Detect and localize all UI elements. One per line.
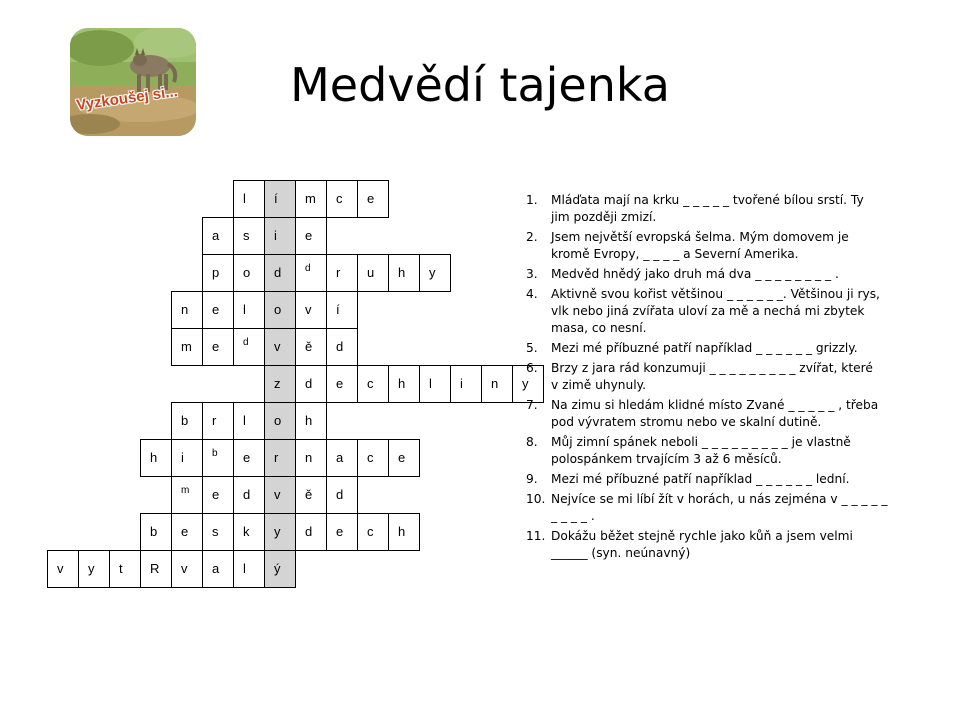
- crossword-cell: u: [367, 265, 375, 280]
- crossword-cell: c: [336, 191, 343, 206]
- grid-line: [171, 513, 172, 550]
- crossword-cell: v: [305, 302, 312, 317]
- grid-line: [419, 439, 420, 476]
- grid-line: [171, 402, 172, 439]
- clue-item: [526, 229, 926, 263]
- grid-line: [264, 402, 265, 439]
- crossword-cell: e: [212, 339, 220, 354]
- crossword-cell: i: [460, 376, 463, 391]
- grid-line: [78, 550, 79, 587]
- clue-text-line: pod vývratem stromu nebo ve skalní dutině.: [551, 415, 822, 429]
- logo-caption: Vyzkoušej si...: [75, 82, 179, 115]
- grid-line: [202, 550, 203, 587]
- crossword-cell: b: [181, 413, 189, 428]
- crossword-cell: ě: [305, 487, 313, 502]
- clue-text-line: Mezi mé příbuzné patří například _ _ _ _ _ _ lední.: [551, 472, 850, 486]
- grid-line: [295, 513, 296, 550]
- crossword-cell: e: [336, 376, 344, 391]
- crossword-cell: o: [264, 402, 295, 439]
- grid-line: [233, 550, 234, 587]
- grid-line: [202, 254, 451, 255]
- grid-line: [295, 254, 296, 291]
- grid-line: [233, 513, 234, 550]
- grid-line: [419, 254, 420, 291]
- clue-text-line: v zimě uhynuly.: [551, 378, 646, 392]
- grid-line: [326, 513, 327, 550]
- grid-line: [295, 328, 296, 365]
- grid-line: [450, 365, 451, 402]
- clue-text-line: Brzy z jara rád konzumuji _ _ _ _ _ _ _ _ _ zvířat, které: [551, 361, 873, 375]
- grid-line: [233, 328, 234, 365]
- clue-number: 11.: [526, 529, 546, 543]
- crossword-cell: o: [243, 265, 251, 280]
- clue-number: 10.: [526, 492, 546, 506]
- grid-line: [233, 254, 234, 291]
- crossword-cell: n: [305, 450, 313, 465]
- clue-text-line: Nejvíce se mi líbí žít v horách, u nás zejména v _ _ _ _ _: [551, 492, 888, 506]
- grid-line: [171, 328, 172, 365]
- crossword-cell: h: [305, 413, 313, 428]
- grid-line: [419, 513, 420, 550]
- clue-item: [526, 286, 926, 337]
- grid-line: [202, 217, 203, 254]
- crossword-cell: e: [305, 228, 313, 243]
- crossword-cell: R: [150, 561, 160, 576]
- crossword-cell: d: [305, 263, 311, 274]
- grid-line: [171, 476, 172, 513]
- clue-list: [526, 192, 926, 565]
- clue-text-line: Medvěd hnědý jako druh má dva _ _ _ _ _ _ _ _ .: [551, 267, 839, 281]
- grid-line: [264, 476, 265, 513]
- grid-line: [171, 439, 172, 476]
- grid-line: [326, 328, 327, 365]
- crossword-cell: l: [429, 376, 432, 391]
- clue-text-line: Mláďata mají na krku _ _ _ _ _ tvořené bílou srstí. Ty: [551, 193, 864, 207]
- grid-line: [326, 180, 327, 217]
- grid-line: [512, 365, 513, 402]
- clue-number: 2.: [526, 230, 538, 244]
- grid-line: [264, 550, 265, 587]
- grid-line: [295, 402, 296, 439]
- crossword-cell: e: [212, 302, 220, 317]
- grid-line: [233, 217, 234, 254]
- grid-line: [419, 365, 420, 402]
- crossword-cell: l: [243, 302, 246, 317]
- crossword-cell: i: [181, 450, 184, 465]
- grid-line: [202, 513, 203, 550]
- crossword-cell: d: [243, 337, 249, 348]
- clue-item: [526, 471, 926, 488]
- clue-text-line: Na zimu si hledám klidné místo Zvané _ _ _ _ _ , třeba: [551, 398, 879, 412]
- grid-line: [357, 328, 358, 365]
- clue-text-line: Můj zimní spánek neboli _ _ _ _ _ _ _ _ _ je vlastně: [551, 435, 851, 449]
- crossword-cell: d: [336, 487, 344, 502]
- crossword-cell: í: [336, 302, 340, 317]
- grid-line: [326, 291, 327, 328]
- grid-line: [109, 550, 110, 587]
- crossword-cell: e: [243, 450, 251, 465]
- grid-line: [264, 217, 265, 254]
- grid-line: [357, 254, 358, 291]
- grid-line: [233, 291, 234, 328]
- clue-item: [526, 528, 926, 562]
- grid-line: [140, 439, 141, 476]
- clue-item: [526, 192, 926, 226]
- clue-text-line: Aktivně svou kořist většinou _ _ _ _ _ _. Většinou ji rys,: [551, 287, 880, 301]
- clue-text-line: vlk nebo jiná zvířata uloví za mě a nechá mi zbytek: [551, 304, 865, 318]
- crossword-cell: l: [243, 191, 246, 206]
- grid-line: [357, 513, 358, 550]
- crossword-cell: n: [181, 302, 189, 317]
- grid-line: [171, 365, 544, 366]
- grid-line: [202, 254, 203, 291]
- clue-item: [526, 491, 926, 525]
- crossword-cell: r: [264, 439, 295, 476]
- clue-item: [526, 340, 926, 357]
- crossword-cell: d: [264, 254, 295, 291]
- crossword-cell: h: [398, 376, 406, 391]
- grid-line: [202, 402, 203, 439]
- clue-number: 4.: [526, 287, 538, 301]
- grid-line: [357, 476, 358, 513]
- crossword-cell: d: [305, 376, 313, 391]
- grid-line: [326, 254, 327, 291]
- crossword-cell: c: [367, 376, 374, 391]
- grid-line: [357, 439, 358, 476]
- grid-line: [202, 217, 389, 218]
- crossword-cell: l: [243, 561, 246, 576]
- clue-text-line: kromě Evropy, _ _ _ _ a Severní Amerika.: [551, 247, 799, 261]
- crossword-cell: a: [212, 561, 220, 576]
- crossword-cell: h: [398, 265, 406, 280]
- grid-line: [326, 439, 327, 476]
- crossword-cell: m: [305, 191, 316, 206]
- grid-line: [357, 291, 358, 328]
- grid-line: [326, 217, 327, 254]
- grid-line: [202, 328, 203, 365]
- crossword-cell: c: [367, 450, 374, 465]
- grid-line: [171, 291, 172, 328]
- crossword-cell: b: [212, 448, 218, 459]
- crossword-cell: m: [181, 485, 190, 496]
- grid-line: [233, 439, 234, 476]
- crossword-cell: i: [264, 217, 295, 254]
- clue-text-line: _ _ _ _ .: [551, 509, 595, 523]
- crossword-cell: z: [264, 365, 295, 402]
- grid-line: [202, 291, 203, 328]
- crossword-cell: y: [429, 265, 436, 280]
- grid-line: [326, 365, 327, 402]
- grid-line: [140, 439, 420, 440]
- crossword-cell: v: [57, 561, 64, 576]
- grid-line: [388, 254, 389, 291]
- crossword-cell: í: [264, 180, 295, 217]
- grid-line: [47, 550, 420, 551]
- grid-line: [264, 328, 265, 365]
- grid-line: [233, 476, 234, 513]
- grid-line: [264, 439, 265, 476]
- crossword-cell: a: [336, 450, 344, 465]
- clue-item: [526, 266, 926, 283]
- clue-text-line: Dokážu běžet stejně rychle jako kůň a jsem velmi: [551, 529, 853, 543]
- crossword-cell: e: [181, 524, 189, 539]
- clue-text-line: ______ (syn. neúnavný): [551, 546, 691, 560]
- crossword-cell: k: [243, 524, 250, 539]
- clue-item: [526, 434, 926, 468]
- grid-line: [295, 180, 296, 217]
- crossword-cell: v: [264, 476, 295, 513]
- clue-number: 8.: [526, 435, 538, 449]
- grid-line: [295, 291, 296, 328]
- grid-line: [140, 513, 420, 514]
- grid-line: [326, 402, 327, 439]
- grid-line: [264, 365, 265, 402]
- grid-line: [202, 476, 203, 513]
- crossword-cell: e: [212, 487, 220, 502]
- crossword-cell: r: [336, 265, 341, 280]
- crossword-cell: l: [243, 413, 246, 428]
- grid-line: [295, 550, 296, 587]
- crossword-cell: r: [212, 413, 217, 428]
- crossword-cell: s: [243, 228, 250, 243]
- clue-text-line: masa, co nesní.: [551, 321, 647, 335]
- grid-line: [171, 328, 358, 329]
- crossword-cell: p: [212, 265, 220, 280]
- clue-text-line: Jsem největší evropská šelma. Mým domovem je: [551, 230, 849, 244]
- crossword-cell: d: [336, 339, 344, 354]
- clue-number: 3.: [526, 267, 538, 281]
- crossword-cell: e: [398, 450, 406, 465]
- crossword-cell: ě: [305, 339, 313, 354]
- crossword-cell: m: [181, 339, 192, 354]
- crossword-cell: n: [491, 376, 499, 391]
- grid-line: [140, 476, 420, 477]
- crossword-cell: y: [522, 376, 529, 391]
- crossword-cell: t: [119, 561, 123, 576]
- crossword-cell: v: [181, 561, 188, 576]
- grid-line: [295, 476, 296, 513]
- page-title: Medvědí tajenka: [290, 58, 670, 112]
- grid-line: [233, 180, 234, 217]
- grid-line: [140, 513, 141, 550]
- crossword-cell: d: [243, 487, 251, 502]
- clue-number: 6.: [526, 361, 538, 375]
- grid-line: [295, 439, 296, 476]
- clue-text-line: Mezi mé příbuzné patří například _ _ _ _ _ _ grizzly.: [551, 341, 858, 355]
- crossword-cell: b: [150, 524, 158, 539]
- crossword-cell: c: [367, 524, 374, 539]
- grid-line: [171, 291, 451, 292]
- clue-item: [526, 360, 926, 394]
- grid-line: [140, 550, 141, 587]
- clue-text-line: jim později zmizí.: [551, 210, 657, 224]
- grid-line: [388, 439, 389, 476]
- grid-line: [357, 180, 358, 217]
- grid-line: [388, 365, 389, 402]
- clue-item: [526, 397, 926, 431]
- grid-line: [481, 365, 482, 402]
- crossword-cell: o: [264, 291, 295, 328]
- crossword-cell: e: [367, 191, 375, 206]
- grid-line: [264, 254, 265, 291]
- grid-line: [326, 476, 327, 513]
- grid-line: [264, 513, 265, 550]
- crossword-cell: ý: [264, 550, 295, 587]
- crossword-cell: s: [212, 524, 219, 539]
- clue-number: 1.: [526, 193, 538, 207]
- grid-line: [388, 180, 389, 217]
- grid-line: [47, 587, 296, 588]
- crossword-cell: a: [212, 228, 220, 243]
- grid-line: [295, 365, 296, 402]
- grid-line: [171, 402, 544, 403]
- clue-number: 5.: [526, 341, 538, 355]
- grid-line: [264, 291, 265, 328]
- crossword-cell: h: [150, 450, 158, 465]
- grid-line: [47, 550, 48, 587]
- crossword-cell: y: [264, 513, 295, 550]
- grid-line: [357, 365, 358, 402]
- grid-line: [388, 513, 389, 550]
- crossword-cell: h: [398, 524, 406, 539]
- crossword-cell: y: [88, 561, 95, 576]
- crossword-cell: v: [264, 328, 295, 365]
- crossword-cell: d: [305, 524, 313, 539]
- grid-line: [264, 180, 265, 217]
- clue-text-line: polospánkem trvajícím 3 až 6 měsíců.: [551, 452, 782, 466]
- grid-line: [233, 180, 389, 181]
- grid-line: [233, 402, 234, 439]
- grid-line: [450, 254, 451, 291]
- crossword-cell: e: [336, 524, 344, 539]
- grid-line: [295, 217, 296, 254]
- clue-number: 7.: [526, 398, 538, 412]
- grid-line: [202, 439, 203, 476]
- clue-number: 9.: [526, 472, 538, 486]
- grid-line: [171, 550, 172, 587]
